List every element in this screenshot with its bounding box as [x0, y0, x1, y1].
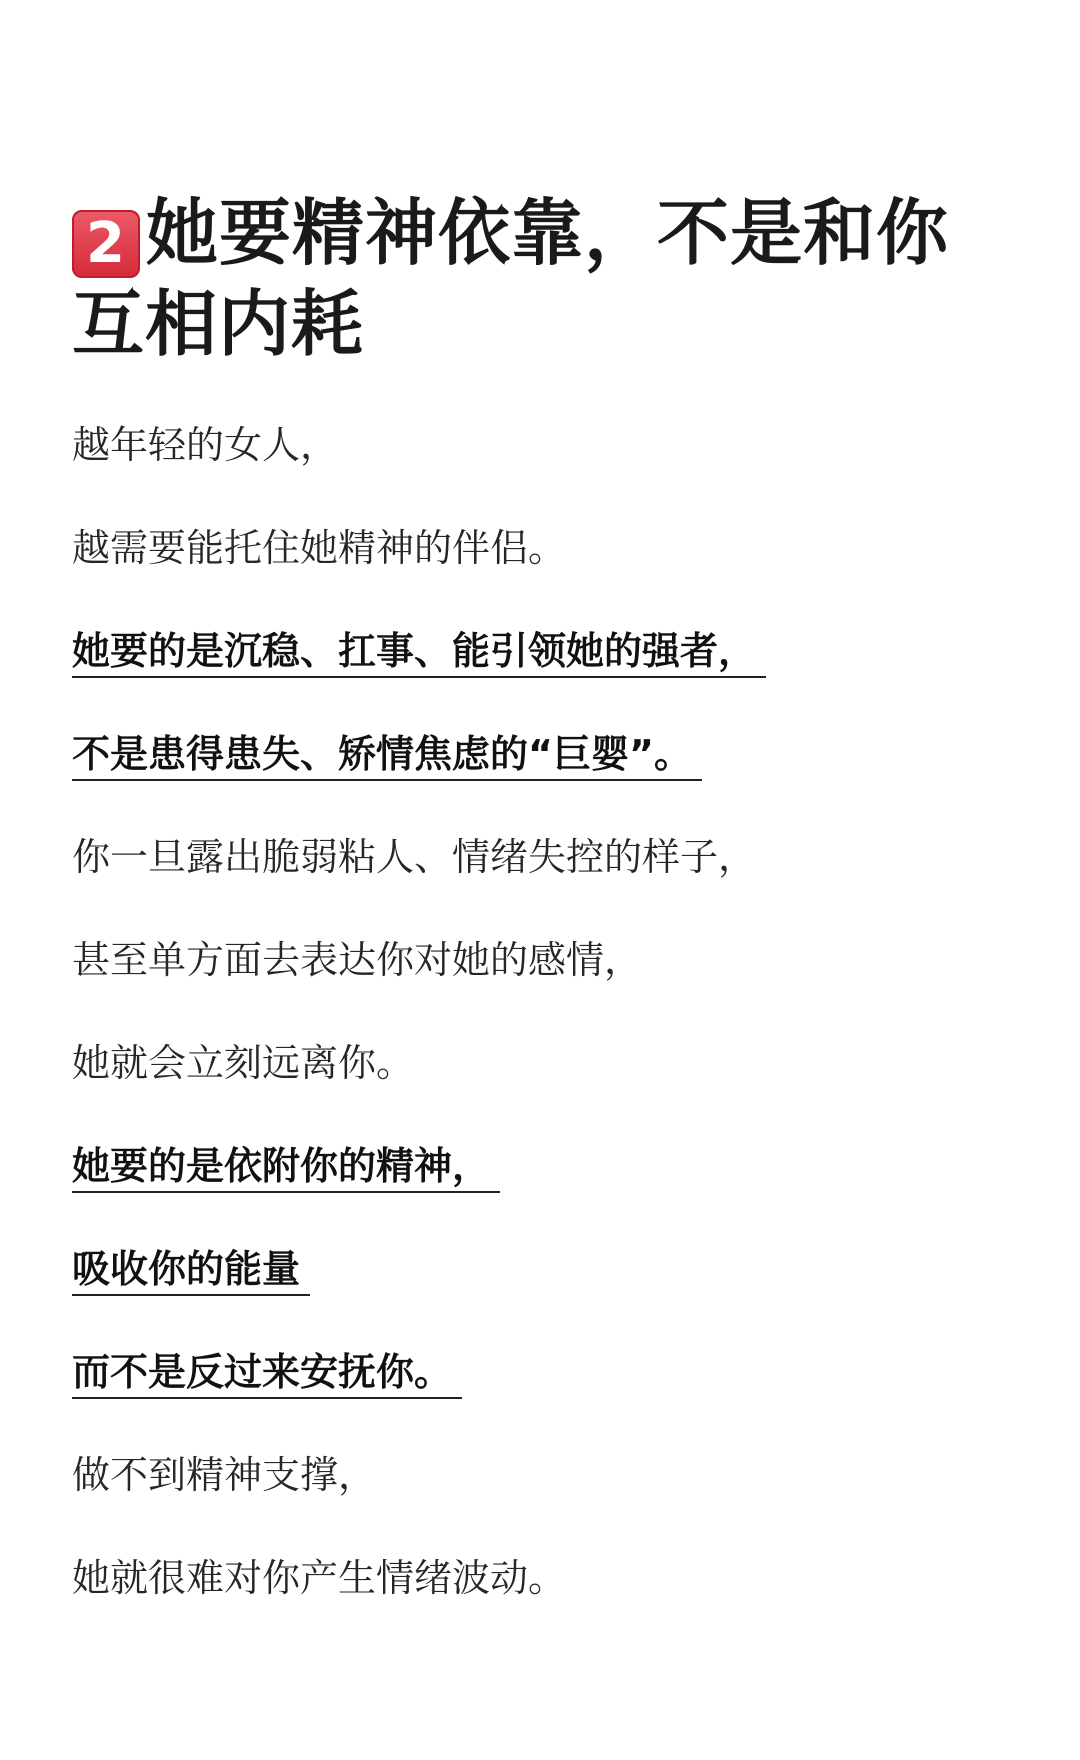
article — [72, 188, 1012, 1656]
paragraph-line: 她就很难对你产生情绪波动。 — [72, 1556, 567, 1600]
emphasized-line: 她要的是沉稳、扛事、能引领她的强者， — [72, 626, 1012, 729]
emphasized-line: 她要的是依附你的精神， — [72, 1141, 1012, 1244]
paragraph-line: 甚至单方面去表达你对她的感情， — [72, 938, 643, 982]
paragraph-line: 越年轻的女人， — [72, 423, 339, 467]
number-two-badge-icon: 2 — [72, 210, 140, 278]
emphasized-line: 而不是反过来安抚你。 — [72, 1347, 1012, 1450]
paragraph-line: 越需要能托住她精神的伴侣。 — [72, 526, 567, 570]
section-title — [72, 188, 1012, 370]
emphasized-line: 不是患得患失、矫情焦虑的“巨婴”。 — [72, 729, 1012, 832]
paragraph-line: 她就会立刻远离你。 — [72, 1041, 415, 1085]
section-title-text: 她要精神依靠，不是和你互相内耗 — [72, 191, 950, 366]
paragraph-line: 做不到精神支撑， — [72, 1453, 377, 1497]
paragraph-line: 你一旦露出脆弱粘人、情绪失控的样子， — [72, 835, 757, 879]
emphasized-line: 吸收你的能量 — [72, 1244, 1012, 1347]
